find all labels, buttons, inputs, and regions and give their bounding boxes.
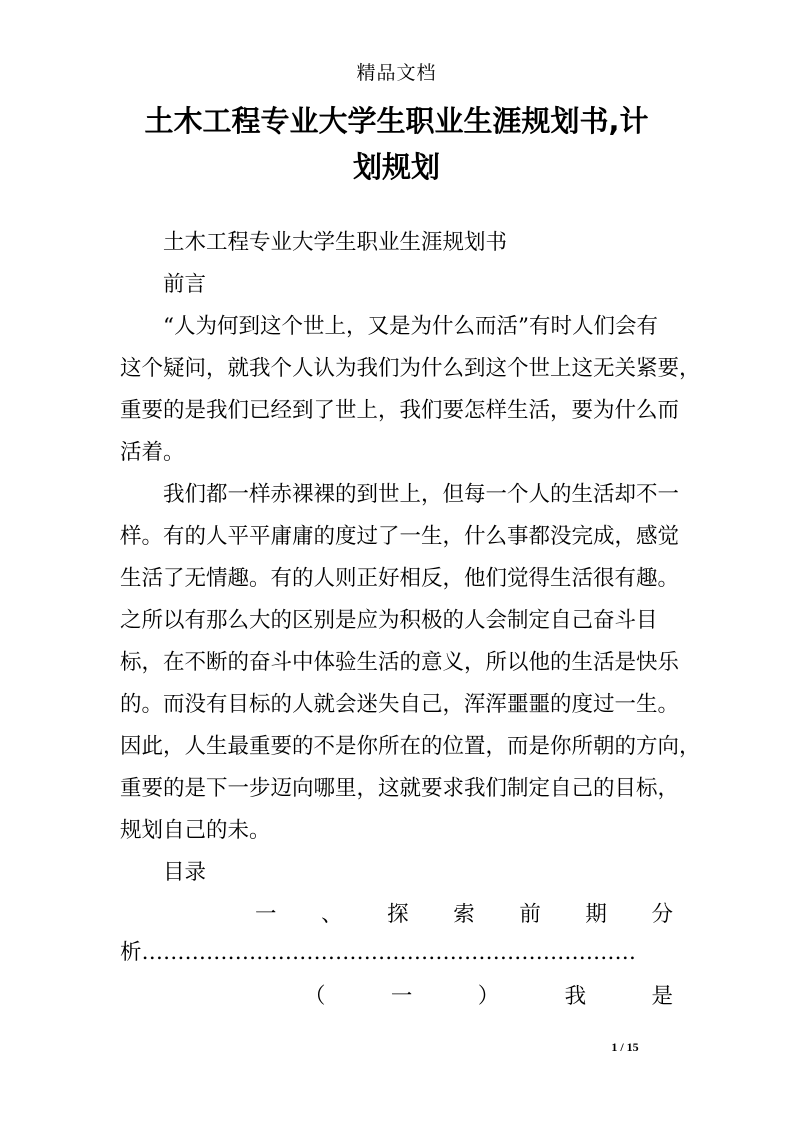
- paragraph-line: “人为何到这个世上，又是为什么而活”有时人们会有: [163, 314, 658, 339]
- page-number: 1 / 15: [611, 1040, 639, 1054]
- page-header: 精品文档: [356, 62, 437, 84]
- toc-char: 索: [453, 902, 475, 927]
- document-title: [120, 98, 673, 190]
- paragraph-line: 生活了无情趣。有的人则正好相反，他们觉得生活很有趣。: [120, 566, 680, 591]
- paragraph-line: 活着。: [120, 440, 185, 465]
- toc-char: 我: [564, 984, 587, 1009]
- paragraph-line: 重要的是下一步迈向哪里，这就要求我们制定自己的目标，: [120, 776, 680, 801]
- toc-entry-2: [304, 982, 673, 1012]
- toc-char: 一: [390, 984, 413, 1009]
- paragraph-line: 这个疑问，就我个人认为我们为什么到这个世上这无关紧要，: [120, 356, 701, 381]
- section-heading-toc: 目录: [163, 860, 207, 885]
- toc-entry-1: [255, 900, 673, 930]
- section-heading-preface: 前言: [163, 272, 207, 297]
- toc-char: 前: [519, 902, 541, 927]
- toc-char: 一: [255, 902, 277, 927]
- paragraph-line: 规划自己的未。: [120, 818, 271, 843]
- toc-char: 分: [651, 902, 673, 927]
- toc-char: ）: [477, 984, 500, 1009]
- toc-entry-1-leader: 析……………………………………………………………: [120, 940, 637, 965]
- toc-char: 期: [585, 902, 607, 927]
- toc-char: 、: [321, 902, 343, 927]
- paragraph-line: 我们都一样赤裸裸的到世上，但每一个人的生活却不一: [163, 482, 680, 507]
- title-line-1: 土木工程专业大学生职业生涯规划书,计: [144, 104, 649, 138]
- toc-char: 是: [651, 984, 673, 1009]
- paragraph-line: 样。有的人平平庸庸的度过了一生，什么事都没完成，感觉: [120, 524, 680, 549]
- paragraph-line: 重要的是我们已经到了世上，我们要怎样生活，要为什么而: [120, 398, 680, 423]
- paragraph-line: 之所以有那么大的区别是应为积极的人会制定自己奋斗目: [120, 608, 658, 633]
- paragraph-line: 因此，人生最重要的不是你所在的位置，而是你所朝的方向，: [120, 734, 701, 759]
- paragraph-line: 的。而没有目标的人就会迷失自己，浑浑噩噩的度过一生。: [120, 692, 680, 717]
- toc-char: 探: [387, 902, 409, 927]
- toc-char: （: [304, 984, 326, 1009]
- title-line-2: 划规划: [352, 150, 440, 184]
- subtitle: 土木工程专业大学生职业生涯规划书: [163, 230, 508, 255]
- paragraph-line: 标，在不断的奋斗中体验生活的意义，所以他的生活是快乐: [120, 650, 680, 675]
